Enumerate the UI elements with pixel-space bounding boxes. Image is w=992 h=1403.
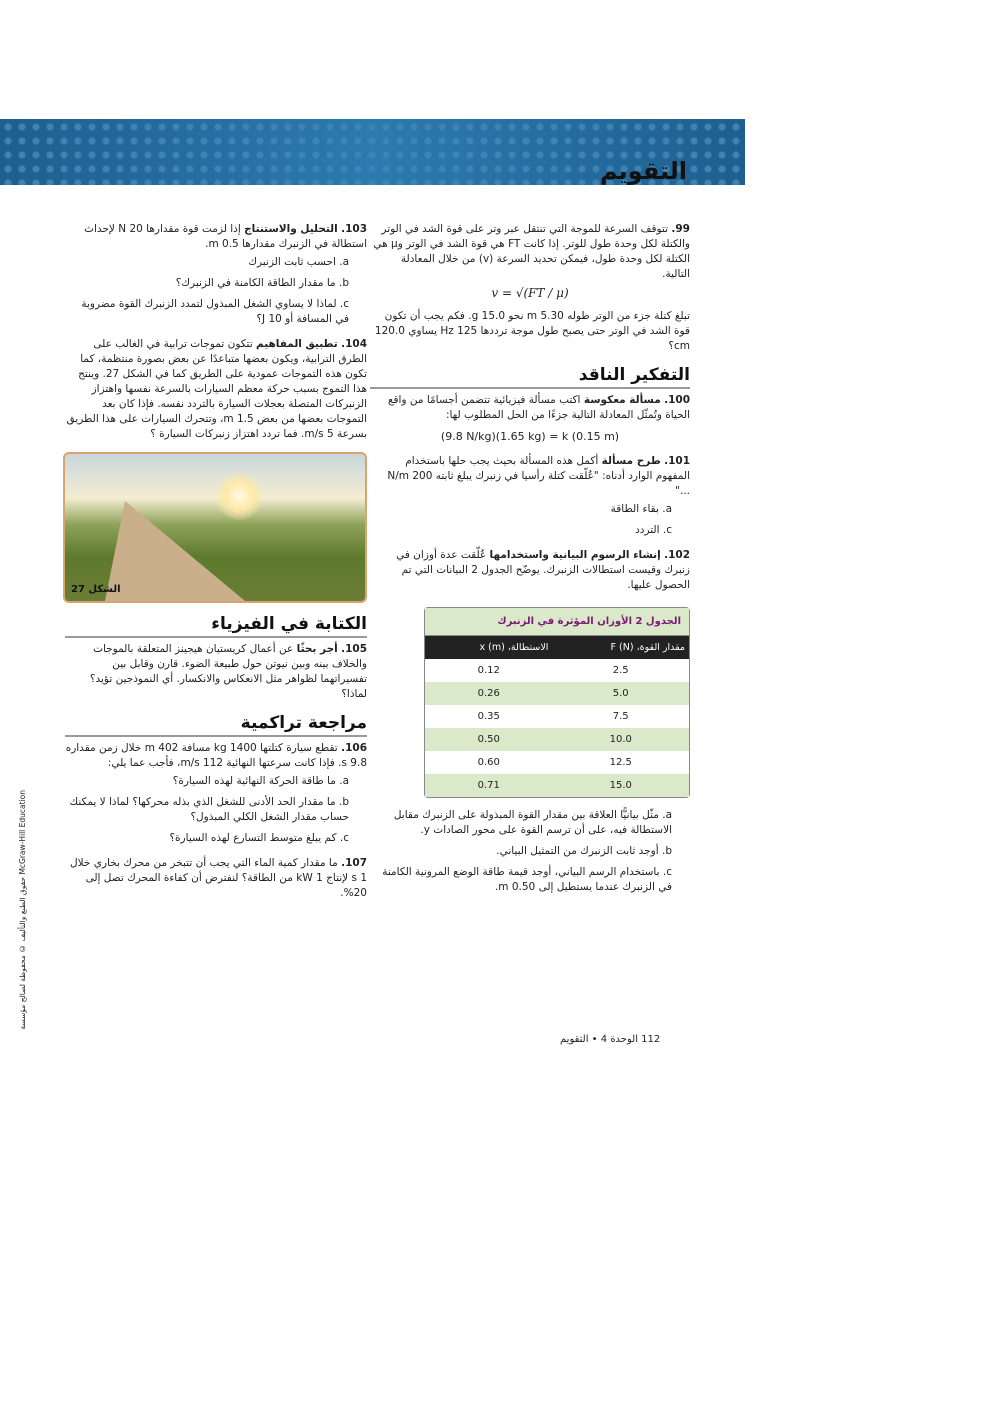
cell: 0.26 — [425, 682, 552, 705]
table-title: الجدول 2 الأوزان المؤثرة في الزنبرك — [425, 608, 689, 636]
question-101 — [370, 454, 690, 538]
cell: 12.5 — [552, 751, 689, 774]
section-heading-review: مراجعة تراكمية — [65, 716, 367, 737]
question-106 — [65, 741, 367, 846]
question-text: اكتب مسألة فيزيائية تتضمن أجسامًا من واقع الحياة وتُمثّل المعادلة التالية جزءًا من الحل المطلوب لها: — [387, 394, 690, 421]
question-title: أجر بحثًا — [296, 643, 338, 655]
dirt-road-photo — [63, 452, 367, 603]
equation: (9.8 N/kg)(1.65 kg) = k (0.15 m) — [440, 430, 620, 443]
question-title: إنشاء الرسوم البيانية واستخدامها — [489, 549, 661, 561]
question-title: مسألة معكوسة — [583, 394, 661, 406]
sub-question-b: b. أوجد ثابت الزنبرك من التمثيل البياني. — [496, 845, 672, 857]
question-number: 107. — [341, 857, 367, 869]
table-row — [425, 659, 689, 682]
sub-question-c: c. باستخدام الرسم البياني، أوجد قيمة طاقة الوضع المرونية الكامنة في الزنبرك عندما يستطيل إلى 0.50 m. — [382, 866, 672, 893]
cell: 0.35 — [425, 705, 552, 728]
question-text: ما مقدار كمية الماء التي يجب أن تتبخر من محرك بخاري خلال 1 s لإنتاج 1 kW من الطاقة؟ لنفترض أن كفاءة المحرك تصل إلى 20%. — [70, 857, 367, 899]
data-table — [424, 607, 690, 798]
cell: 5.0 — [552, 682, 689, 705]
question-99 — [370, 222, 690, 354]
question-text: أكمل هذه المسألة بحيث يجب حلها باستخدام المفهوم الوارد أدناه: "عُلّقت كتلة رأسيا في زنبرك يبلغ ثابته 200 N/m ..." — [387, 455, 690, 497]
question-103 — [65, 222, 367, 327]
question-100 — [370, 393, 690, 444]
question-number: 106. — [341, 742, 367, 754]
question-number: 100. — [664, 394, 690, 406]
right-column — [370, 222, 690, 901]
question-number: 99. — [671, 223, 690, 235]
copyright-sidebar: حقوق الطبع والتأليف © محفوظة لصالح مؤسسة McGraw-Hill Education — [18, 790, 27, 1030]
question-105 — [65, 642, 367, 702]
sub-question-a: a. احسب ثابت الزنبرك — [248, 256, 349, 268]
question-number: 104. — [341, 338, 367, 350]
sub-question-b: b. ما مقدار الحد الأدنى للشغل الذي بذله محركها؟ لماذا لا يمكنك حساب مقدار الشغل الكلي المبذول؟ — [69, 796, 349, 823]
sub-question-c: c. كم يبلغ متوسط التسارع لهذه السيارة؟ — [169, 832, 349, 844]
sub-question-b: b. ما مقدار الطاقة الكامنة في الزنبرك؟ — [175, 277, 349, 289]
section-heading-writing: الكتابة في الفيزياء — [65, 617, 367, 638]
question-text: عن أعمال كريستيان هيجينز المتعلقة بالموجات والخلاف بينه وبين نيوتن حول طبيعة الضوء. قارن وقابل بين تفسيراتهما لظواهر مثل الانعكاس والانكسار. أي النموذجين تؤيد؟ لماذا؟ — [89, 643, 367, 700]
speed-formula: v = √(FT / μ) — [491, 286, 569, 300]
question-text: تتوقف السرعة للموجة التي تنتقل عبر وتر على قوة الشد في الوتر والكتلة لكل وحدة طول للوتر. إذا كانت FT هي قوة الشد في الوتر وμ هي الكتلة لكل وحدة طول، فيمكن تحديد السرعة (v) من خلال المعادلة التالية. — [373, 223, 690, 280]
figure-caption: الشكل 27 — [71, 584, 121, 595]
page-title: التقويم — [599, 157, 687, 185]
table-body — [425, 636, 689, 797]
header-banner — [0, 119, 745, 185]
question-number: 105. — [341, 643, 367, 655]
question-text: إذا لزمت قوة مقدارها 20 N لإحداث استطالة في الزنبرك مقدارها 0.5 m. — [84, 223, 367, 250]
cell: 15.0 — [552, 774, 689, 797]
table-header-force: مقدار القوة، F (N) — [552, 636, 689, 659]
page-footer: 112 الوحدة 4 • التقويم — [560, 1034, 661, 1045]
question-107 — [65, 856, 367, 901]
road-shape — [105, 501, 245, 601]
cell: 0.50 — [425, 728, 552, 751]
question-title: طرح مسألة — [601, 455, 661, 467]
table-row — [425, 774, 689, 797]
question-number: 101. — [664, 455, 690, 467]
cell: 0.71 — [425, 774, 552, 797]
question-text-2: تبلغ كتلة جزء من الوتر طوله 5.30 m نحو 15.0 g. فكم يجب أن تكون قوة الشد في الوتر حتى يصبح طول موجة ترددها 125 Hz يساوي 120.0 cm؟ — [374, 310, 690, 352]
question-title: تطبيق المفاهيم — [255, 338, 338, 350]
sub-question-a: a. بقاء الطاقة — [610, 503, 672, 515]
sub-question-a: a. ما طاقة الحركة النهائية لهذه السيارة؟ — [172, 775, 349, 787]
table-row — [425, 728, 689, 751]
question-title: التحليل والاستنتاج — [244, 223, 338, 235]
question-text: عُلّقت عدة أوزان في زنبرك وقيست استطالات الزنبرك. يوضّح الجدول 2 البيانات التي تم الحصول عليها. — [396, 549, 690, 591]
table-header-extension: الاستطالة، x (m) — [425, 636, 552, 659]
sub-question-c: c. لماذا لا يساوي الشغل المبذول لتمدد الزنبرك القوة مضروبة في المسافة أو J 10؟ — [81, 298, 349, 325]
question-102 — [370, 548, 690, 593]
table-row — [425, 682, 689, 705]
cell: 0.12 — [425, 659, 552, 682]
section-heading-critical-thinking: التفكير الناقد — [370, 368, 690, 389]
cell: 10.0 — [552, 728, 689, 751]
left-column — [65, 222, 367, 911]
question-number: 103. — [341, 223, 367, 235]
question-number: 102. — [664, 549, 690, 561]
question-text: تقطع سيارة كتلتها 1400 kg مسافة 402 m خلال زمن مقداره 9.8 s. فإذا كانت سرعتها النهائية 112 m/s، فأجب عما يلي: — [65, 742, 367, 769]
table-row — [425, 751, 689, 774]
question-text: تتكون تموجات ترابية في الغالب على الطرق الترابية، ويكون بعضها متباعدًا عن بعض بصورة منتظمة، كما تكون هذه التموجات عمودية على الطريق كما في الشكل 27. وينتج هذا التموج بسبب حركة معظم السيارات بالسرعة نفسها واهتزاز الزنبركات المتصلة بعجلات السيارة بالتردد نفسه. فإذا كان بعد التموجات بعضها من بعض 1.5 m، وتتحرك السيارات على هذا الطريق بسرعة 5 m/s. فما تردد اهتزاز زنبركات السيارة ؟ — [66, 338, 367, 440]
cell: 0.60 — [425, 751, 552, 774]
question-104 — [65, 337, 367, 442]
sub-question-c: c. التردد — [635, 524, 672, 536]
table-row — [425, 705, 689, 728]
cell: 2.5 — [552, 659, 689, 682]
cell: 7.5 — [552, 705, 689, 728]
sub-question-a: a. مثّل بيانيًّا العلاقة بين مقدار القوة المبذولة على الزنبرك مقابل الاستطالة فيه، على أن ترسم القوة على محور الصادات y. — [393, 809, 672, 836]
